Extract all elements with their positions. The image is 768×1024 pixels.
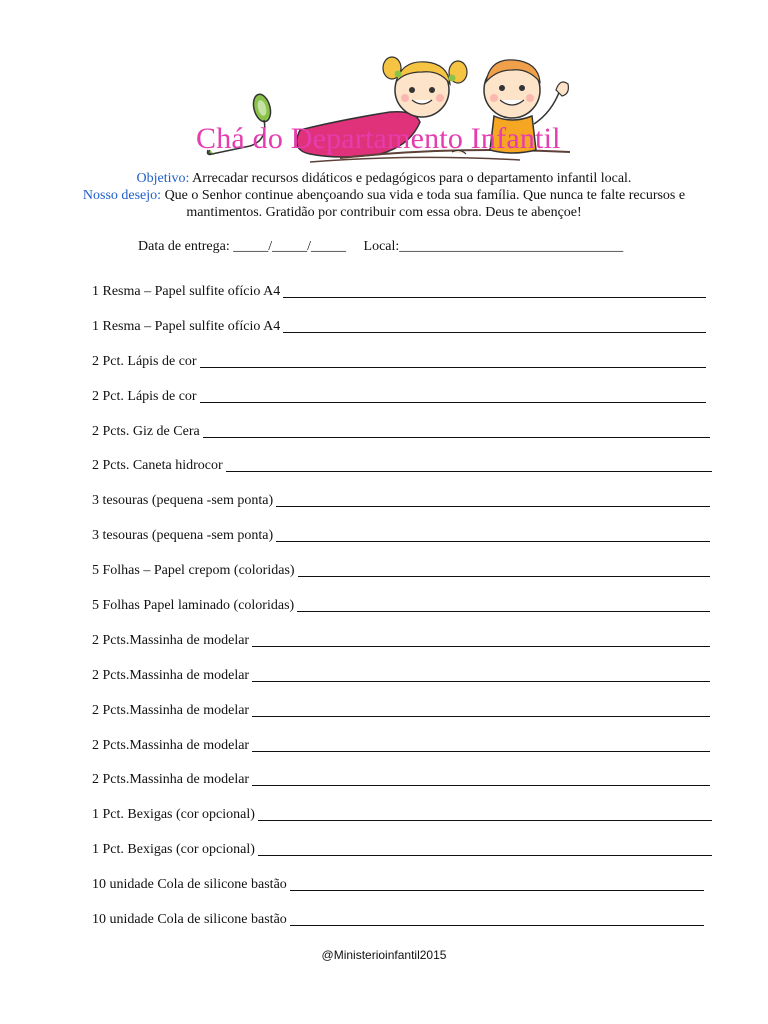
item-blank-line[interactable]	[252, 703, 710, 717]
item-label: 1 Resma – Papel sulfite ofício A4	[92, 284, 281, 299]
item-blank-line[interactable]	[252, 668, 710, 682]
list-item	[92, 633, 732, 668]
item-label: 2 Pcts. Caneta hidrocor	[92, 458, 223, 474]
item-label: 5 Folhas – Papel crepom (coloridas)	[92, 563, 295, 579]
objective-label: Objetivo:	[136, 171, 190, 186]
wish-text: Que o Senhor continue abençoando sua vida e toda sua família. Que nunca te falte recursos e mantimentos. Gratidão por contribuir com essa obra. Deus te abençoe!	[164, 188, 686, 220]
intro-block	[60, 170, 708, 221]
list-item	[92, 912, 732, 947]
list-item	[92, 284, 732, 319]
item-blank-line[interactable]	[290, 912, 704, 926]
list-item	[92, 703, 732, 738]
item-label: 5 Folhas Papel laminado (coloridas)	[92, 598, 295, 614]
list-item	[92, 807, 732, 842]
item-blank-line[interactable]	[226, 458, 712, 472]
item-blank-line[interactable]	[252, 738, 710, 752]
delivery-date-field[interactable]: Data de entrega: _____/_____/_____	[138, 239, 347, 254]
list-item	[92, 772, 732, 807]
children-illustration	[190, 50, 590, 175]
list-item	[92, 842, 732, 877]
list-item	[92, 493, 732, 528]
item-blank-line[interactable]	[258, 842, 712, 856]
item-label: 2 Pcts.Massinha de modelar	[92, 737, 250, 753]
list-item	[92, 389, 732, 424]
item-blank-line[interactable]	[290, 877, 704, 891]
item-label: 3 tesouras (pequena -sem ponta)	[92, 528, 274, 544]
item-blank-line[interactable]	[297, 598, 710, 612]
item-blank-line[interactable]	[252, 772, 710, 786]
item-label: 3 tesouras (pequena -sem ponta)	[92, 493, 274, 509]
list-item	[92, 424, 732, 459]
delivery-line	[138, 239, 623, 255]
item-blank-line[interactable]	[258, 807, 712, 821]
item-blank-line[interactable]	[276, 528, 710, 542]
delivery-location-field[interactable]: Local:________________________________	[363, 239, 624, 254]
item-label: 2 Pcts.Massinha de modelar	[92, 632, 250, 648]
list-item	[92, 598, 732, 633]
item-label: 2 Pcts.Massinha de modelar	[92, 702, 250, 718]
item-label: 2 Pcts. Giz de Cera	[92, 423, 200, 439]
item-label: 10 unidade Cola de silicone bastão	[92, 877, 287, 893]
item-label: 1 Pct. Bexigas (cor opcional)	[92, 807, 255, 823]
page-title: Chá do Departamento Infantil	[196, 122, 561, 155]
list-item	[92, 668, 732, 703]
item-blank-line[interactable]	[283, 319, 706, 333]
list-item	[92, 528, 732, 563]
item-label: 1 Pct. Bexigas (cor opcional)	[92, 842, 255, 858]
item-blank-line[interactable]	[200, 354, 706, 368]
item-label: 2 Pcts.Massinha de modelar	[92, 772, 250, 788]
item-blank-line[interactable]	[200, 389, 706, 403]
list-item	[92, 877, 732, 912]
item-label: 2 Pct. Lápis de cor	[92, 388, 197, 404]
item-label: 10 unidade Cola de silicone bastão	[92, 912, 287, 928]
item-blank-line[interactable]	[283, 284, 706, 298]
item-label: 2 Pct. Lápis de cor	[92, 353, 197, 369]
item-label: 2 Pcts.Massinha de modelar	[92, 667, 250, 683]
list-item	[92, 738, 732, 773]
objective-line	[60, 170, 708, 187]
item-blank-line[interactable]	[252, 633, 710, 647]
wish-label: Nosso desejo:	[82, 188, 162, 203]
list-item	[92, 354, 732, 389]
footer-handle: @Ministerioinfantil2015	[321, 948, 447, 962]
item-list	[92, 284, 732, 947]
item-blank-line[interactable]	[276, 493, 710, 507]
list-item	[92, 458, 732, 493]
wish-line	[60, 187, 708, 221]
list-item	[92, 319, 732, 354]
list-item	[92, 563, 732, 598]
objective-text: Arrecadar recursos didáticos e pedagógicos para o departamento infantil local.	[192, 171, 632, 186]
item-label: 1 Resma – Papel sulfite ofício A4	[92, 318, 281, 334]
item-blank-line[interactable]	[298, 563, 710, 577]
item-blank-line[interactable]	[203, 424, 710, 438]
